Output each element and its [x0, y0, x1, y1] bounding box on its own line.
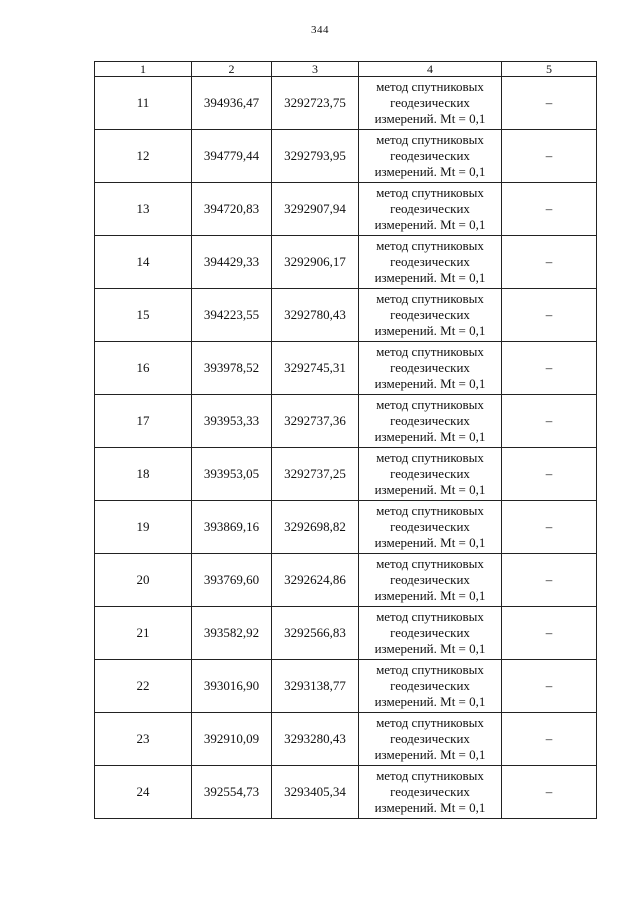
- coordinate-x: 394720,83: [192, 183, 272, 236]
- point-number: 17: [95, 395, 192, 448]
- table-row: [95, 130, 597, 183]
- method-line-1: метод спутниковых: [376, 556, 484, 571]
- method-line-2: геодезических: [390, 784, 470, 799]
- method-line-1: метод спутниковых: [376, 79, 484, 94]
- coordinate-y: 3292723,75: [272, 77, 359, 130]
- coordinate-y: 3293405,34: [272, 766, 359, 819]
- method-line-1: метод спутниковых: [376, 397, 484, 412]
- method-line-3: измерений. Mt = 0,1: [374, 429, 486, 444]
- method-line-1: метод спутниковых: [376, 662, 484, 677]
- point-number: 12: [95, 130, 192, 183]
- note-cell: –: [502, 766, 597, 819]
- method-line-2: геодезических: [390, 148, 470, 163]
- table-row: [95, 607, 597, 660]
- coordinate-x: 393869,16: [192, 501, 272, 554]
- table-row: [95, 236, 597, 289]
- coordinate-x: 393953,05: [192, 448, 272, 501]
- coordinate-y: 3293138,77: [272, 660, 359, 713]
- method-line-3: измерений. Mt = 0,1: [374, 800, 486, 815]
- method-line-1: метод спутниковых: [376, 132, 484, 147]
- method-line-3: измерений. Mt = 0,1: [374, 270, 486, 285]
- method-line-3: измерений. Mt = 0,1: [374, 323, 486, 338]
- header-col-2: 2: [192, 62, 272, 77]
- coordinate-x: 393978,52: [192, 342, 272, 395]
- note-cell: –: [502, 501, 597, 554]
- method-line-1: метод спутниковых: [376, 450, 484, 465]
- table-row: [95, 713, 597, 766]
- method-description: [359, 554, 502, 607]
- method-line-3: измерений. Mt = 0,1: [374, 747, 486, 762]
- coordinate-x: 394936,47: [192, 77, 272, 130]
- method-line-1: метод спутниковых: [376, 503, 484, 518]
- method-line-3: измерений. Mt = 0,1: [374, 111, 486, 126]
- method-line-3: измерений. Mt = 0,1: [374, 694, 486, 709]
- header-col-4: 4: [359, 62, 502, 77]
- table-header: [95, 62, 597, 77]
- coordinate-y: 3292698,82: [272, 501, 359, 554]
- coordinate-x: 393016,90: [192, 660, 272, 713]
- method-line-2: геодезических: [390, 360, 470, 375]
- point-number: 13: [95, 183, 192, 236]
- coordinate-y: 3292737,25: [272, 448, 359, 501]
- method-description: [359, 766, 502, 819]
- point-number: 21: [95, 607, 192, 660]
- method-description: [359, 501, 502, 554]
- point-number: 14: [95, 236, 192, 289]
- note-cell: –: [502, 607, 597, 660]
- coordinate-x: 393769,60: [192, 554, 272, 607]
- coordinate-y: 3292907,94: [272, 183, 359, 236]
- method-line-2: геодезических: [390, 413, 470, 428]
- note-cell: –: [502, 713, 597, 766]
- method-line-2: геодезических: [390, 254, 470, 269]
- note-cell: –: [502, 660, 597, 713]
- coordinate-x: 394223,55: [192, 289, 272, 342]
- coordinate-x: 394779,44: [192, 130, 272, 183]
- header-col-3: 3: [272, 62, 359, 77]
- note-cell: –: [502, 289, 597, 342]
- method-line-3: измерений. Mt = 0,1: [374, 535, 486, 550]
- method-description: [359, 77, 502, 130]
- note-cell: –: [502, 183, 597, 236]
- method-line-2: геодезических: [390, 466, 470, 481]
- method-line-1: метод спутниковых: [376, 344, 484, 359]
- coordinate-y: 3292624,86: [272, 554, 359, 607]
- method-line-1: метод спутниковых: [376, 291, 484, 306]
- method-line-2: геодезических: [390, 307, 470, 322]
- table-row: [95, 183, 597, 236]
- method-description: [359, 713, 502, 766]
- method-description: [359, 183, 502, 236]
- coordinate-x: 392554,73: [192, 766, 272, 819]
- coordinate-y: 3292793,95: [272, 130, 359, 183]
- note-cell: –: [502, 448, 597, 501]
- table-row: [95, 395, 597, 448]
- point-number: 11: [95, 77, 192, 130]
- method-line-2: геодезических: [390, 572, 470, 587]
- coordinate-y: 3293280,43: [272, 713, 359, 766]
- coordinate-y: 3292906,17: [272, 236, 359, 289]
- coordinate-y: 3292780,43: [272, 289, 359, 342]
- note-cell: –: [502, 236, 597, 289]
- note-cell: –: [502, 77, 597, 130]
- coordinate-x: 393582,92: [192, 607, 272, 660]
- coordinate-y: 3292737,36: [272, 395, 359, 448]
- point-number: 15: [95, 289, 192, 342]
- method-line-1: метод спутниковых: [376, 715, 484, 730]
- method-description: [359, 289, 502, 342]
- table-row: [95, 289, 597, 342]
- method-description: [359, 236, 502, 289]
- method-description: [359, 607, 502, 660]
- method-description: [359, 342, 502, 395]
- method-line-1: метод спутниковых: [376, 609, 484, 624]
- method-line-2: геодезических: [390, 731, 470, 746]
- method-line-3: измерений. Mt = 0,1: [374, 482, 486, 497]
- method-line-3: измерений. Mt = 0,1: [374, 217, 486, 232]
- method-line-2: геодезических: [390, 678, 470, 693]
- page-number: 344: [311, 24, 329, 36]
- point-number: 22: [95, 660, 192, 713]
- method-description: [359, 130, 502, 183]
- note-cell: –: [502, 554, 597, 607]
- table-row: [95, 77, 597, 130]
- table-row: [95, 501, 597, 554]
- point-number: 24: [95, 766, 192, 819]
- header-row: [95, 62, 597, 77]
- method-line-1: метод спутниковых: [376, 238, 484, 253]
- note-cell: –: [502, 130, 597, 183]
- method-line-1: метод спутниковых: [376, 768, 484, 783]
- table-row: [95, 766, 597, 819]
- point-number: 20: [95, 554, 192, 607]
- point-number: 19: [95, 501, 192, 554]
- table-row: [95, 554, 597, 607]
- coordinate-x: 393953,33: [192, 395, 272, 448]
- method-line-2: геодезических: [390, 201, 470, 216]
- method-description: [359, 395, 502, 448]
- table-row: [95, 660, 597, 713]
- method-line-3: измерений. Mt = 0,1: [374, 164, 486, 179]
- point-number: 18: [95, 448, 192, 501]
- method-line-2: геодезических: [390, 625, 470, 640]
- method-description: [359, 660, 502, 713]
- table-body: [95, 77, 597, 819]
- point-number: 23: [95, 713, 192, 766]
- method-description: [359, 448, 502, 501]
- table-row: [95, 448, 597, 501]
- method-line-3: измерений. Mt = 0,1: [374, 641, 486, 656]
- coordinate-x: 394429,33: [192, 236, 272, 289]
- note-cell: –: [502, 342, 597, 395]
- coordinate-y: 3292745,31: [272, 342, 359, 395]
- header-col-5: 5: [502, 62, 597, 77]
- coordinate-x: 392910,09: [192, 713, 272, 766]
- note-cell: –: [502, 395, 597, 448]
- method-line-1: метод спутниковых: [376, 185, 484, 200]
- table-row: [95, 342, 597, 395]
- header-col-1: 1: [95, 62, 192, 77]
- coordinates-table: [94, 61, 597, 819]
- method-line-3: измерений. Mt = 0,1: [374, 376, 486, 391]
- method-line-3: измерений. Mt = 0,1: [374, 588, 486, 603]
- method-line-2: геодезических: [390, 95, 470, 110]
- method-line-2: геодезических: [390, 519, 470, 534]
- point-number: 16: [95, 342, 192, 395]
- coordinate-y: 3292566,83: [272, 607, 359, 660]
